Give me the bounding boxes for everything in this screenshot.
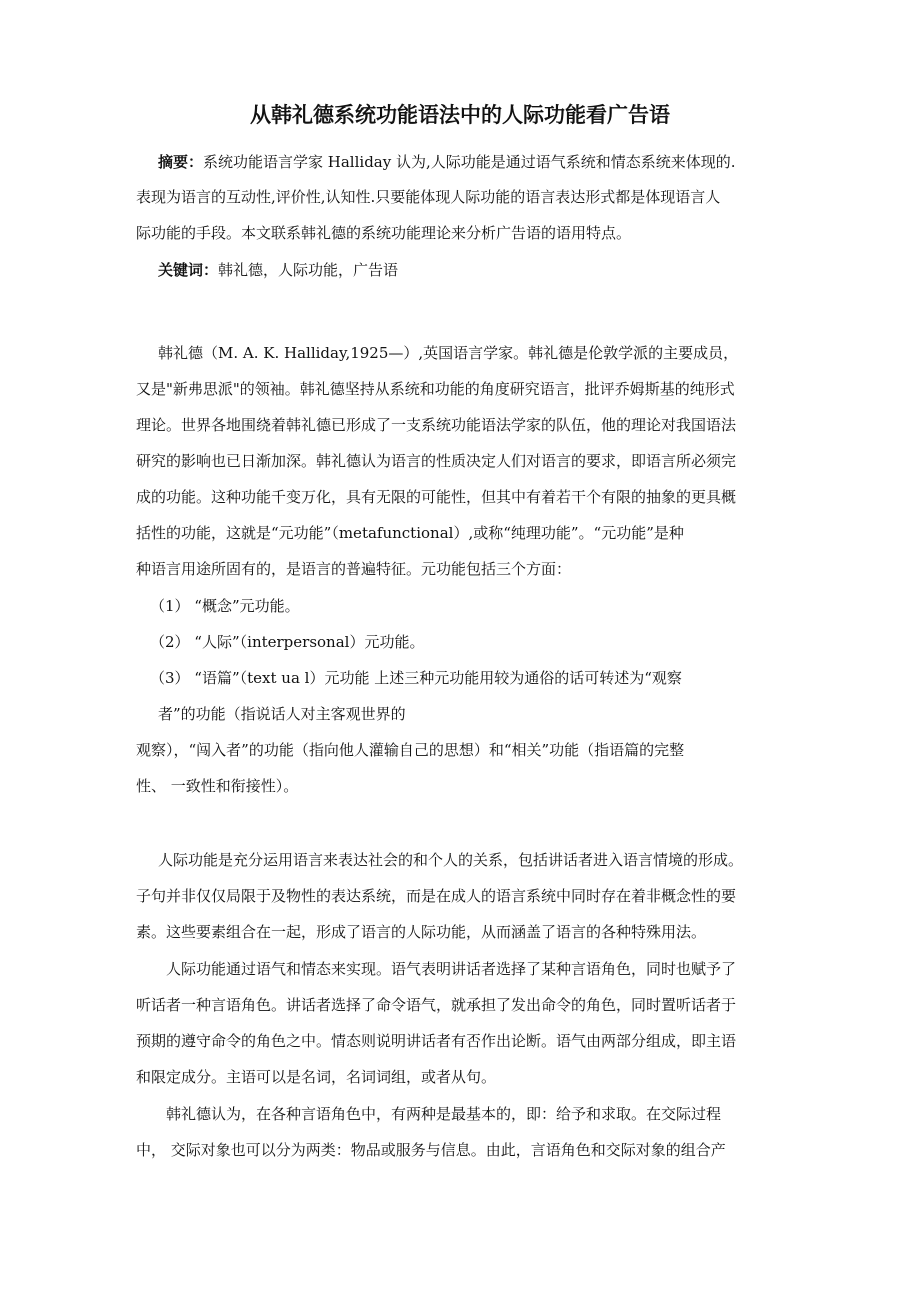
s1-line-5: 成的功能。这种功能千变万化，具有无限的可能性，但其中有着若干个有限的抽象的更具概 (136, 488, 737, 506)
keywords-line (158, 260, 398, 280)
s1-line-3: 理论。世界各地围绕着韩礼德已形成了一支系统功能语法学家的队伍，他的理论对我国语法 (136, 416, 737, 434)
s1-item-3: （3） “语篇”（text ua l）元功能 上述三种元功能用较为通俗的话可转述为“观察 (150, 669, 682, 687)
s1-line-7: 种语言用途所固有的，是语言的普遍特征。元功能包括三个方面： (136, 560, 572, 578)
s2-p1-line-3: 素。这些要素组合在一起，形成了语言的人际功能，从而涵盖了语言的各种特殊用法。 (136, 923, 707, 941)
s1-cont-3: 性、 一致性和衔接性）。 (136, 777, 299, 795)
s2-p3-line-1: 韩礼德认为，在各种言语角色中，有两种是最基本的，即：给予和求取。在交际过程 (166, 1105, 722, 1123)
abstract-line-1 (158, 152, 736, 172)
s2-p1-line-1: 人际功能是充分运用语言来表达社会的和个人的关系，包括讲话者进入语言情境的形成。 (158, 851, 744, 869)
keywords-label: 关键词： (158, 261, 219, 279)
s1-item-1: （1） “概念”元功能。 (150, 597, 300, 615)
abstract-text-1: 系统功能语言学家 Halliday 认为,人际功能是通过语气系统和情态系统来体现的. (203, 153, 736, 171)
s1-line-1: 韩礼德（M. A. K. Halliday,1925—）,英国语言学家。韩礼德是伦敦学派的主要成员， (158, 344, 739, 362)
abstract-line-2: 表现为语言的互动性,评价性,认知性.只要能体现人际功能的语言表达形式都是体现语言人 (136, 188, 721, 206)
s1-line-4: 研究的影响也已日渐加深。韩礼德认为语言的性质决定人们对语言的要求，即语言所必须完 (136, 452, 737, 470)
abstract-line-3: 际功能的手段。本文联系韩礼德的系统功能理论来分析广告语的语用特点。 (136, 224, 632, 242)
s1-line-6: 括性的功能，这就是“元功能”（metafunctional）,或称“纯理功能”。“元功能”是种 (136, 524, 684, 542)
s1-cont-2: 观察），“闯入者”的功能（指向他人灌输自己的思想）和“相关”功能（指语篇的完整 (136, 741, 685, 759)
s2-p2-line-3: 预期的遵守命令的角色之中。情态则说明讲话者有否作出论断。语气由两部分组成，即主语 (136, 1032, 737, 1050)
s1-line-2: 又是"新弗思派"的领袖。韩礼德坚持从系统和功能的角度研究语言，批评乔姆斯基的纯形式 (136, 380, 735, 398)
s1-item-2: （2） “人际”（interpersonal）元功能。 (150, 633, 425, 651)
document-title: 从韩礼德系统功能语法中的人际功能看广告语 (250, 102, 670, 127)
abstract-label: 摘要： (158, 153, 204, 171)
s2-p2-line-2: 听话者一种言语角色。讲话者选择了命令语气，就承担了发出命令的角色，同时置听话者于 (136, 996, 737, 1014)
keywords-text: 韩礼德，人际功能，广告语 (218, 261, 399, 279)
s1-cont-1: 者”的功能（指说话人对主客观世界的 (158, 705, 406, 723)
s2-p3-line-2: 中， 交际对象也可以分为两类：物品或服务与信息。由此，言语角色和交际对象的组合产 (136, 1141, 726, 1159)
s2-p2-line-1: 人际功能通过语气和情态来实现。语气表明讲话者选择了某种言语角色，同时也赋予了 (166, 960, 737, 978)
s2-p2-line-4: 和限定成分。主语可以是名词，名词词组，或者从句。 (136, 1068, 497, 1086)
s2-p1-line-2: 子句并非仅仅局限于及物性的表达系统，而是在成人的语言系统中同时存在着非概念性的要 (136, 887, 737, 905)
